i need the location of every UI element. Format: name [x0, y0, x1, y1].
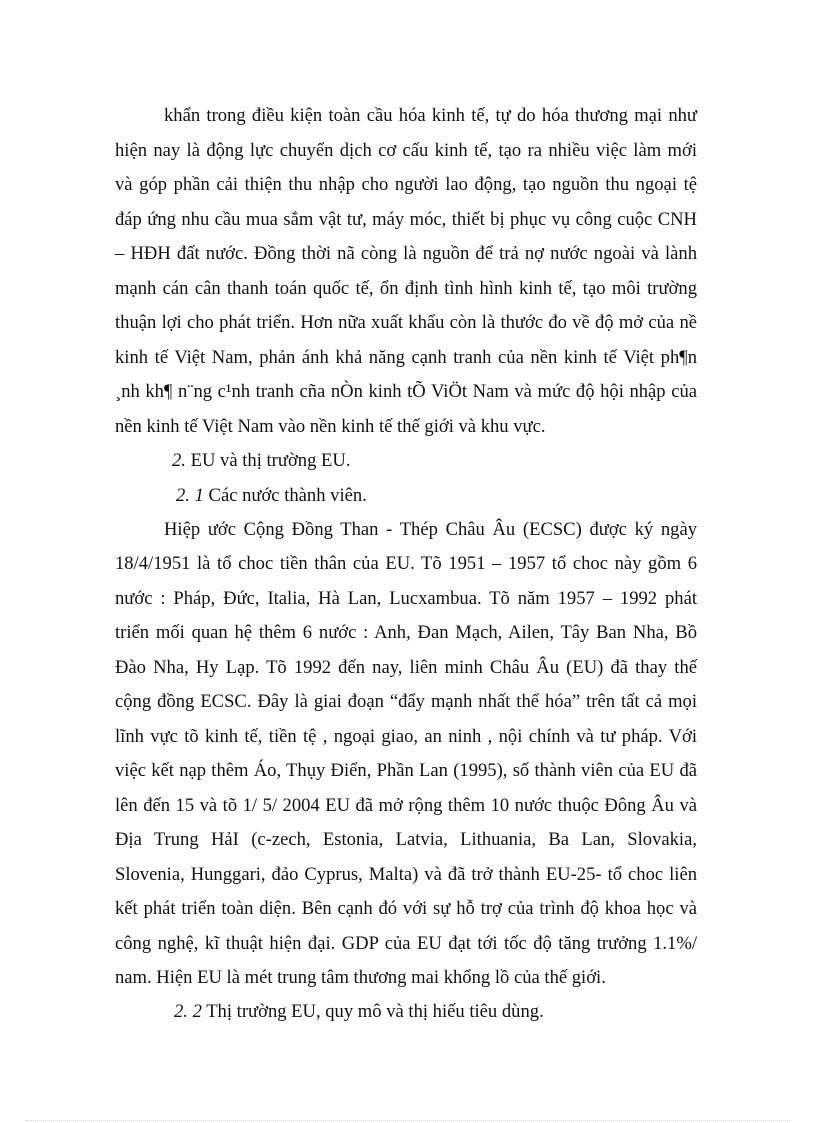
subsection-heading [176, 484, 367, 508]
paragraph-line: ¸nh kh¶ n¨ng c¹nh tranh cña nÒn kinh tÕ ViÖt Nam và mức độ hội nhập của [115, 381, 697, 402]
paragraph-line: kinh tế Việt Nam, phản ánh khả năng cạnh tranh của nền kinh tế Việt ph¶n [115, 347, 697, 368]
paragraph-line: việc kết nạp thêm Áo, Thụy Điển, Phần Lan (1995), số thành viên của EU đã [115, 760, 697, 781]
paragraph-line: nền kinh tế Việt Nam vào nền kinh tế thế giới và khu vực. [115, 416, 546, 437]
paragraph-line: kết phát triển toàn diện. Bên cạnh đó với sự hỗ trợ của trình độ khoa học và [115, 898, 697, 919]
paragraph-line: mạnh cán cân thanh toán quốc tế, ổn định tình hình kinh tế, tạo môi trường [115, 278, 697, 299]
paragraph-line: 18/4/1951 là tổ choc tiền thân của EU. Tõ 1951 – 1957 tổ choc này gồm 6 [115, 553, 697, 574]
paragraph-line: nước : Pháp, Đức, Italia, Hà Lan, Lucxambua. Tõ năm 1957 – 1992 phát [115, 588, 697, 609]
section-number: 2. [172, 450, 186, 471]
paragraph-line: đáp ứng nhu cầu mua sắm vật tư, máy móc, thiết bị phục vụ công cuộc CNH [115, 209, 697, 230]
paragraph-line: nam. Hiện EU là mét trung tâm thương mai khổng lồ của thế giới. [115, 967, 606, 988]
paragraph-line: và góp phần cải thiện thu nhập cho người lao động, tạo nguồn thu ngoại tệ [115, 174, 697, 195]
paragraph-line: Hiệp ước Cộng Đồng Than - Thép Châu Âu (ECSC) được ký ngày [164, 519, 697, 540]
paragraph-line: thuận lợi cho phát triển. Hơn nữa xuất khẩu còn là thước đo về độ mở của nề [115, 312, 697, 333]
paragraph-line: Đào Nha, Hy Lạp. Tõ 1992 đến nay, liên minh Châu Âu (EU) đã thay thế [115, 657, 697, 678]
subsection-number: 2. 2 [174, 1001, 202, 1022]
paragraph-line: công nghệ, kĩ thuật hiện đại. GDP của EU đạt tới tốc độ tăng trưởng 1.1%/ [115, 933, 697, 954]
paragraph-line: triển mối quan hệ thêm 6 nước : Anh, Đan Mạch, Ailen, Tây Ban Nha, Bồ [115, 622, 697, 643]
paragraph-line: lĩnh vực tõ kinh tế, tiền tệ , ngoại giao, an ninh , nội chính và tư pháp. Với [115, 726, 697, 747]
paragraph-line: Địa Trung HảI (c-zech, Estonia, Latvia, Lithuania, Ba Lan, Slovakia, [115, 829, 697, 850]
subsection-number: 2. 1 [176, 485, 204, 506]
section-title: EU và thị trường EU. [190, 450, 351, 471]
paragraph-line: khẩn trong điều kiện toàn cầu hóa kinh tế, tự do hóa thương mại như [164, 105, 697, 126]
paragraph-line: – HĐH đất nước. Đồng thời nã còng là nguồn để trả nợ nước ngoài và lành [115, 243, 697, 264]
section-heading [172, 449, 350, 473]
subsection-title: Thị trường EU, quy mô và thị hiếu tiêu dùng. [206, 1001, 544, 1022]
paragraph-line: lên đến 15 và tõ 1/ 5/ 2004 EU đã mở rộng thêm 10 nước thuộc Đông Âu và [115, 795, 697, 816]
subsection-title: Các nước thành viên. [208, 485, 367, 506]
paragraph-line: hiện nay là động lực chuyển dịch cơ cấu kinh tế, tạo ra nhiều việc làm mới [115, 140, 697, 161]
page-bottom-divider [26, 1120, 790, 1121]
paragraph-line: cộng đồng ECSC. Đây là giai đoạn “đẩy mạnh nhất thể hóa” trên tất cả mọi [115, 691, 697, 712]
subsection-heading [174, 1000, 544, 1024]
paragraph-line: Slovenia, Hunggari, đảo Cyprus, Malta) và đã trở thành EU-25- tổ choc liên [115, 864, 697, 885]
